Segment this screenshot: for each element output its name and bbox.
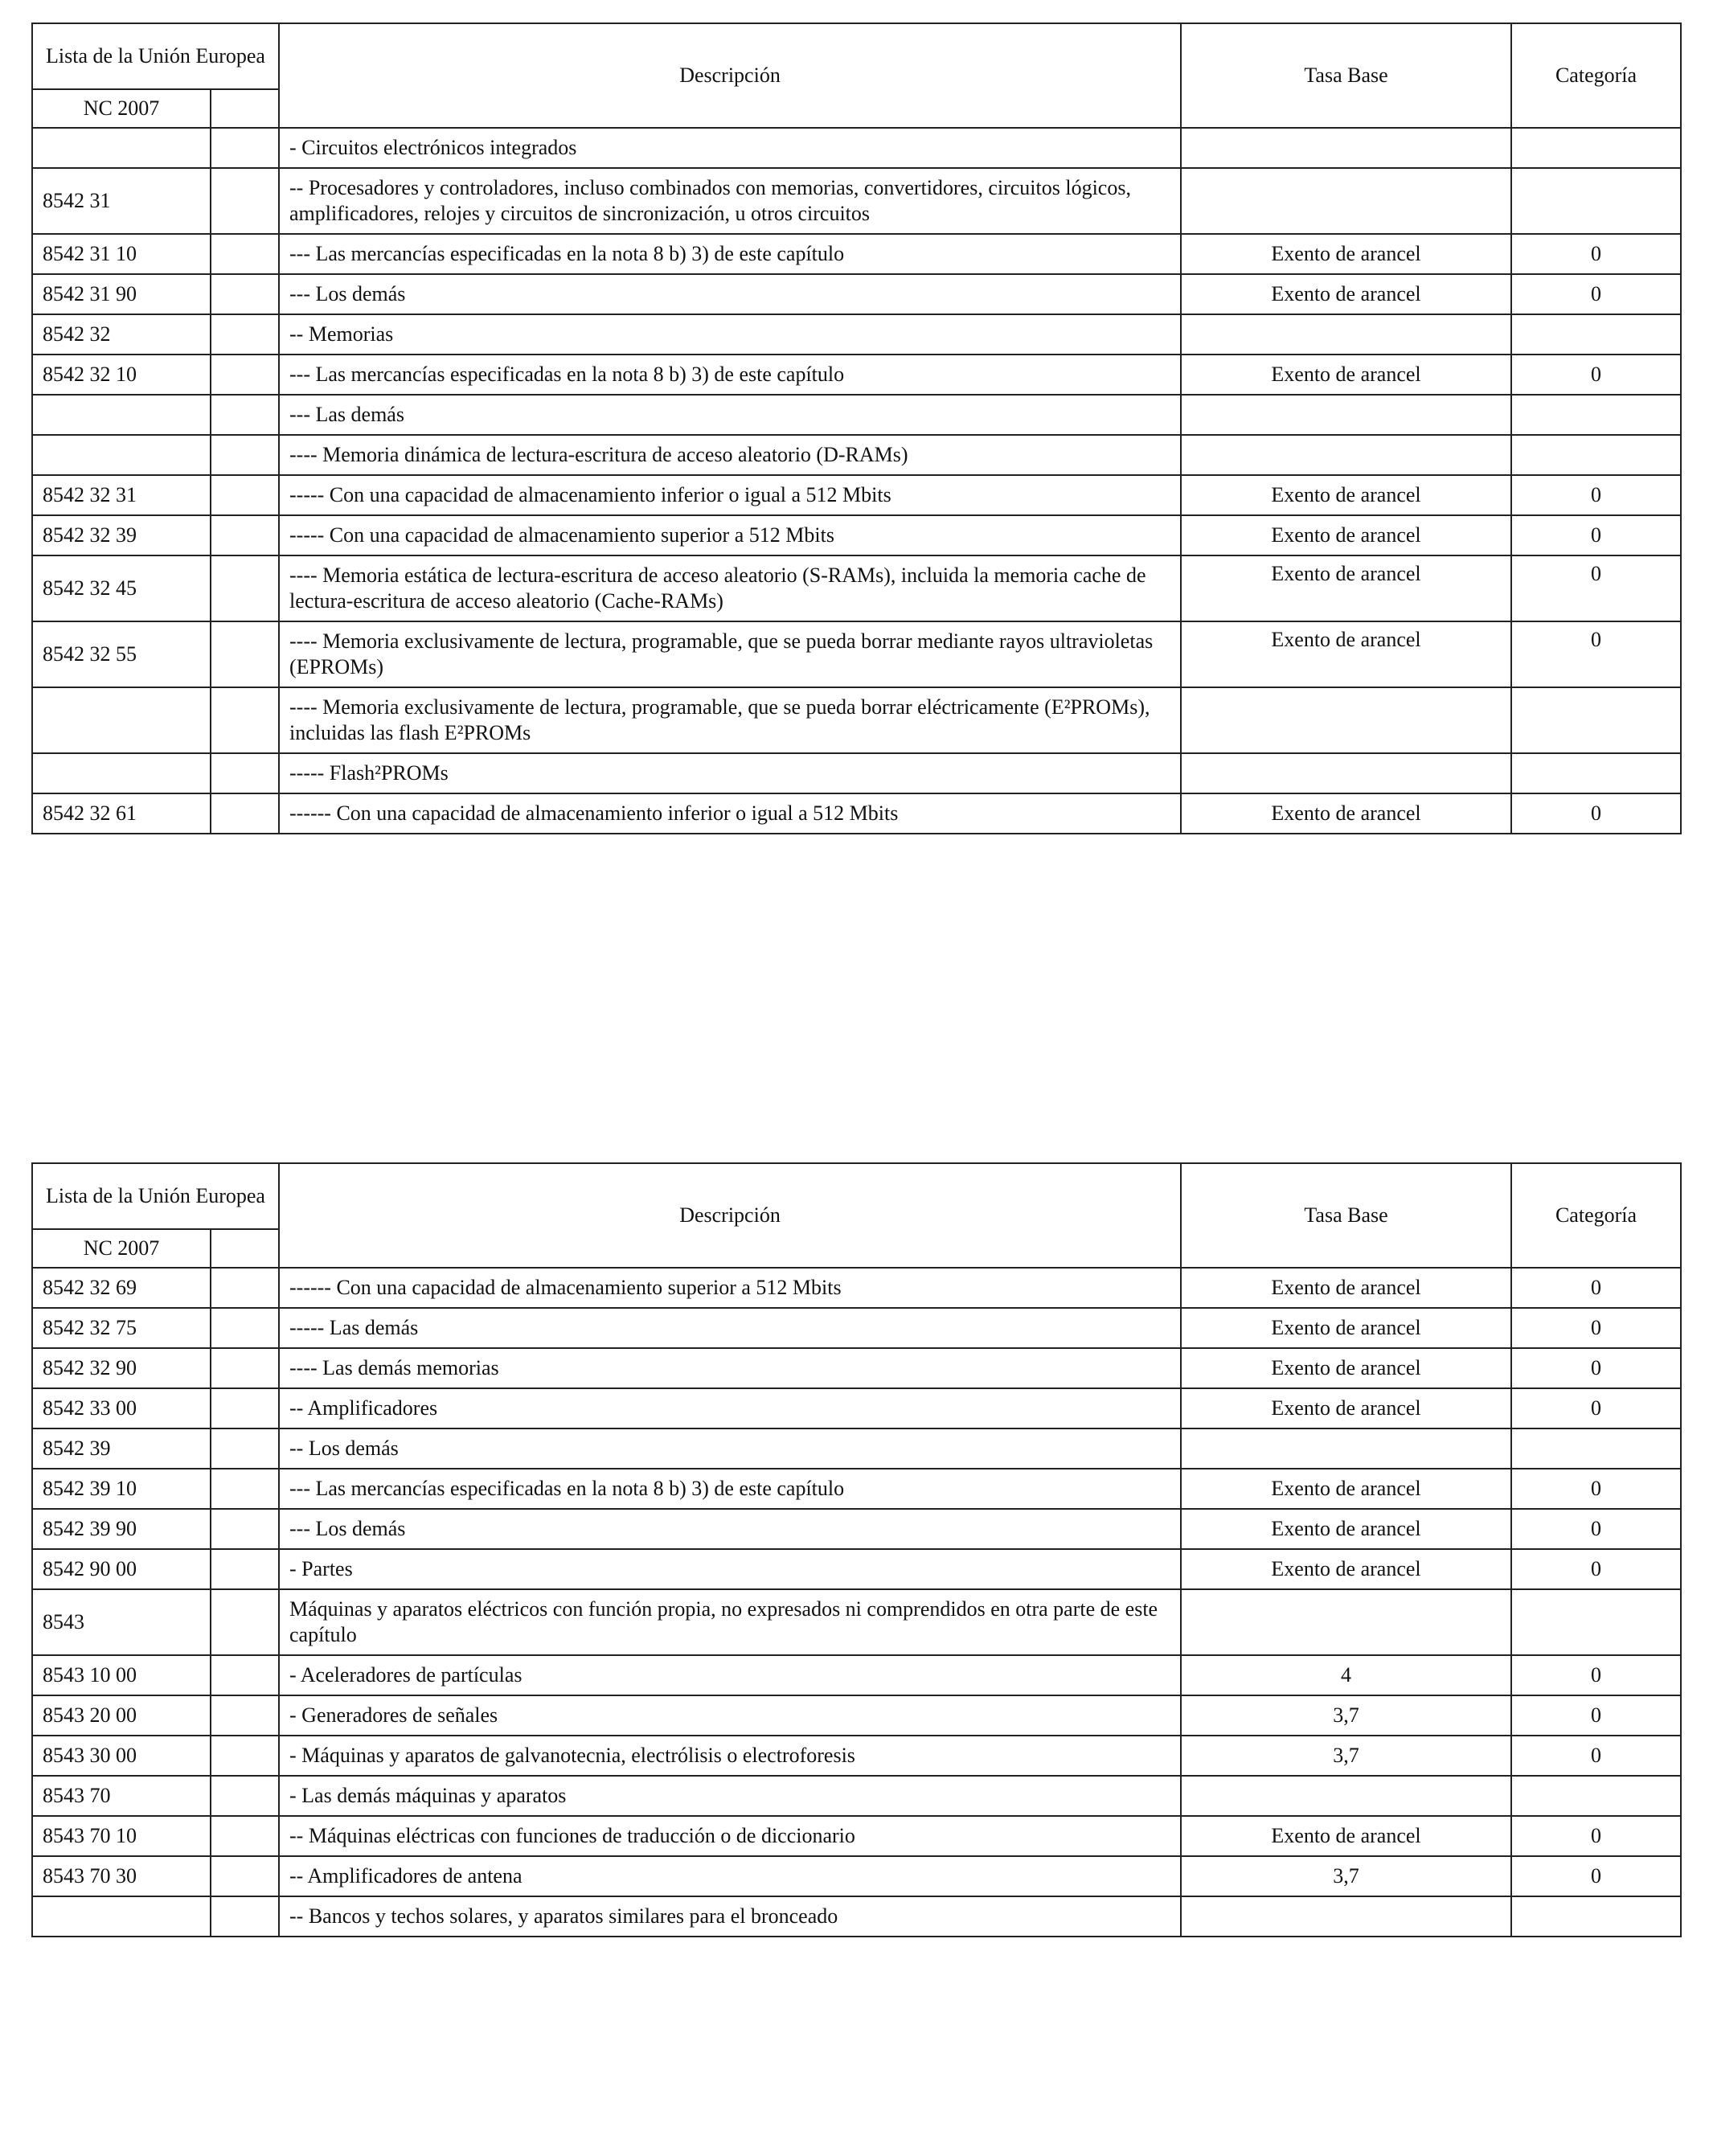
base-rate-cell: Exento de arancel — [1181, 1509, 1511, 1549]
description-cell: ----- Con una capacidad de almacenamiento superior a 512 Mbits — [279, 515, 1181, 555]
base-rate-cell: Exento de arancel — [1181, 515, 1511, 555]
spacer-cell — [211, 128, 279, 168]
base-rate-cell: Exento de arancel — [1181, 1816, 1511, 1856]
spacer-cell — [211, 1268, 279, 1308]
code-cell: 8542 90 00 — [32, 1549, 211, 1589]
table-row — [32, 128, 1681, 168]
description-cell: - Aceleradores de partículas — [279, 1655, 1181, 1695]
code-cell: 8542 39 10 — [32, 1469, 211, 1509]
spacer-cell — [211, 1655, 279, 1695]
code-cell: 8542 32 45 — [32, 555, 211, 621]
spacer-cell — [211, 475, 279, 515]
spacer-cell — [211, 1776, 279, 1816]
category-cell: 0 — [1511, 793, 1681, 834]
category-cell: 0 — [1511, 234, 1681, 274]
code-cell: 8542 32 55 — [32, 621, 211, 687]
table-row — [32, 555, 1681, 621]
table-row — [32, 1776, 1681, 1816]
description-cell: ------ Con una capacidad de almacenamiento inferior o igual a 512 Mbits — [279, 793, 1181, 834]
base-rate-cell: Exento de arancel — [1181, 793, 1511, 834]
spacer-cell — [211, 1549, 279, 1589]
table-row — [32, 314, 1681, 355]
spacer-cell — [211, 555, 279, 621]
spacer-cell — [211, 234, 279, 274]
table-row — [32, 1388, 1681, 1428]
spacer-cell — [211, 168, 279, 234]
spacer-cell — [211, 1589, 279, 1655]
base-rate-cell — [1181, 1428, 1511, 1469]
spacer-cell — [211, 314, 279, 355]
spacer-cell — [211, 1348, 279, 1388]
category-cell — [1511, 1776, 1681, 1816]
base-rate-cell: Exento de arancel — [1181, 1549, 1511, 1589]
category-cell: 0 — [1511, 1469, 1681, 1509]
table-row — [32, 435, 1681, 475]
spacer-cell — [211, 1469, 279, 1509]
code-cell: 8543 20 00 — [32, 1695, 211, 1736]
spacer-cell — [211, 753, 279, 793]
table-row — [32, 1856, 1681, 1896]
spacer-cell — [211, 435, 279, 475]
category-cell: 0 — [1511, 1388, 1681, 1428]
category-cell — [1511, 753, 1681, 793]
table-row — [32, 793, 1681, 834]
category-cell: 0 — [1511, 1509, 1681, 1549]
base-rate-cell — [1181, 687, 1511, 753]
base-rate-cell: Exento de arancel — [1181, 1268, 1511, 1308]
base-rate-cell — [1181, 1589, 1511, 1655]
category-cell — [1511, 314, 1681, 355]
base-rate-cell: Exento de arancel — [1181, 555, 1511, 621]
description-cell: ------ Con una capacidad de almacenamiento superior a 512 Mbits — [279, 1268, 1181, 1308]
table-row — [32, 475, 1681, 515]
table-row — [32, 1736, 1681, 1776]
table-body — [32, 1268, 1681, 1937]
code-cell: 8542 33 00 — [32, 1388, 211, 1428]
base-rate-header: Tasa Base — [1181, 23, 1511, 128]
description-cell: --- Los demás — [279, 274, 1181, 314]
table-row — [32, 1469, 1681, 1509]
description-cell: ---- Las demás memorias — [279, 1348, 1181, 1388]
base-rate-cell — [1181, 314, 1511, 355]
spacer-cell — [211, 395, 279, 435]
base-rate-cell: Exento de arancel — [1181, 1388, 1511, 1428]
nc-header: NC 2007 — [32, 1229, 211, 1268]
base-rate-cell — [1181, 168, 1511, 234]
code-cell: 8543 30 00 — [32, 1736, 211, 1776]
code-cell: 8542 32 — [32, 314, 211, 355]
category-cell — [1511, 1428, 1681, 1469]
category-header: Categoría — [1511, 1163, 1681, 1268]
code-cell: 8542 32 90 — [32, 1348, 211, 1388]
code-cell: 8542 32 39 — [32, 515, 211, 555]
description-cell: -- Los demás — [279, 1428, 1181, 1469]
code-cell: 8542 32 10 — [32, 355, 211, 395]
spacer-cell — [211, 1388, 279, 1428]
base-rate-cell: Exento de arancel — [1181, 1348, 1511, 1388]
table-row — [32, 1348, 1681, 1388]
category-cell — [1511, 128, 1681, 168]
spacer-cell — [211, 1816, 279, 1856]
base-rate-cell — [1181, 1896, 1511, 1937]
code-cell: 8542 32 31 — [32, 475, 211, 515]
description-cell: Máquinas y aparatos eléctricos con función propia, no expresados ni comprendidos en otra parte de este capítulo — [279, 1589, 1181, 1655]
spacer-cell — [211, 687, 279, 753]
code-cell: 8543 — [32, 1589, 211, 1655]
base-rate-cell — [1181, 435, 1511, 475]
description-cell: --- Las mercancías especificadas en la nota 8 b) 3) de este capítulo — [279, 234, 1181, 274]
description-cell: -- Procesadores y controladores, incluso combinados con memorias, convertidores, circuitos lógicos, amplificadores, relojes y circuitos de sincronización, u otros circuitos — [279, 168, 1181, 234]
table-body — [32, 128, 1681, 834]
description-cell: -- Memorias — [279, 314, 1181, 355]
blank-header-cell — [211, 1229, 279, 1268]
table-row — [32, 515, 1681, 555]
category-cell: 0 — [1511, 355, 1681, 395]
description-cell: ---- Memoria exclusivamente de lectura, programable, que se pueda borrar mediante rayos ultravioletas (EPROMs) — [279, 621, 1181, 687]
description-cell: ----- Con una capacidad de almacenamiento inferior o igual a 512 Mbits — [279, 475, 1181, 515]
base-rate-cell: Exento de arancel — [1181, 621, 1511, 687]
description-cell: - Generadores de señales — [279, 1695, 1181, 1736]
category-cell: 0 — [1511, 1695, 1681, 1736]
base-rate-cell: 3,7 — [1181, 1736, 1511, 1776]
category-cell: 0 — [1511, 1268, 1681, 1308]
table-row — [32, 168, 1681, 234]
category-cell: 0 — [1511, 1736, 1681, 1776]
category-cell: 0 — [1511, 475, 1681, 515]
table-row — [32, 1896, 1681, 1937]
table-row — [32, 1308, 1681, 1348]
code-cell: 8542 31 10 — [32, 234, 211, 274]
code-cell: 8542 32 69 — [32, 1268, 211, 1308]
code-cell: 8542 31 — [32, 168, 211, 234]
spacer-cell — [211, 1428, 279, 1469]
table-row — [32, 621, 1681, 687]
category-cell: 0 — [1511, 1856, 1681, 1896]
spacer-cell — [211, 1509, 279, 1549]
category-cell: 0 — [1511, 1816, 1681, 1856]
code-cell: 8542 39 90 — [32, 1509, 211, 1549]
category-cell — [1511, 168, 1681, 234]
description-cell: -- Máquinas eléctricas con funciones de traducción o de diccionario — [279, 1816, 1181, 1856]
spacer-cell — [211, 621, 279, 687]
category-cell: 0 — [1511, 1655, 1681, 1695]
description-cell: ---- Memoria exclusivamente de lectura, programable, que se pueda borrar eléctricamente (E²PROMs), incluidas las flash E²PROMs — [279, 687, 1181, 753]
code-cell — [32, 687, 211, 753]
table-row — [32, 1268, 1681, 1308]
code-cell: 8542 39 — [32, 1428, 211, 1469]
base-rate-cell: Exento de arancel — [1181, 234, 1511, 274]
base-rate-cell: Exento de arancel — [1181, 1469, 1511, 1509]
table-row — [32, 1549, 1681, 1589]
table-header — [32, 1163, 1681, 1268]
list-header: Lista de la Unión Europea — [32, 23, 279, 89]
description-cell: -- Bancos y techos solares, y aparatos similares para el bronceado — [279, 1896, 1181, 1937]
spacer-cell — [211, 1695, 279, 1736]
description-cell: --- Las mercancías especificadas en la nota 8 b) 3) de este capítulo — [279, 355, 1181, 395]
category-cell — [1511, 395, 1681, 435]
description-cell: --- Las demás — [279, 395, 1181, 435]
spacer-cell — [211, 355, 279, 395]
table-row — [32, 1655, 1681, 1695]
spacer-cell — [211, 1856, 279, 1896]
code-cell: 8543 70 30 — [32, 1856, 211, 1896]
description-header: Descripción — [279, 23, 1181, 128]
code-cell: 8542 31 90 — [32, 274, 211, 314]
code-cell — [32, 1896, 211, 1937]
description-cell: - Máquinas y aparatos de galvanotecnia, electrólisis o electroforesis — [279, 1736, 1181, 1776]
table-row — [32, 687, 1681, 753]
table-row — [32, 274, 1681, 314]
description-cell: ----- Flash²PROMs — [279, 753, 1181, 793]
table-row — [32, 753, 1681, 793]
description-cell: --- Los demás — [279, 1509, 1181, 1549]
tariff-table-1 — [31, 23, 1682, 834]
code-cell — [32, 128, 211, 168]
description-cell: ----- Las demás — [279, 1308, 1181, 1348]
category-cell: 0 — [1511, 621, 1681, 687]
base-rate-cell — [1181, 128, 1511, 168]
code-cell: 8543 70 10 — [32, 1816, 211, 1856]
code-cell — [32, 395, 211, 435]
category-cell — [1511, 1589, 1681, 1655]
category-cell: 0 — [1511, 1348, 1681, 1388]
description-cell: - Circuitos electrónicos integrados — [279, 128, 1181, 168]
table-row — [32, 1816, 1681, 1856]
table-row — [32, 1589, 1681, 1655]
description-cell: --- Las mercancías especificadas en la nota 8 b) 3) de este capítulo — [279, 1469, 1181, 1509]
base-rate-cell — [1181, 753, 1511, 793]
base-rate-cell: Exento de arancel — [1181, 1308, 1511, 1348]
description-cell: ---- Memoria dinámica de lectura-escritura de acceso aleatorio (D-RAMs) — [279, 435, 1181, 475]
description-cell: - Partes — [279, 1549, 1181, 1589]
category-cell — [1511, 435, 1681, 475]
spacer-cell — [211, 515, 279, 555]
blank-header-cell — [211, 89, 279, 128]
spacer-cell — [211, 1896, 279, 1937]
base-rate-cell: 4 — [1181, 1655, 1511, 1695]
base-rate-cell: Exento de arancel — [1181, 355, 1511, 395]
table-row — [32, 395, 1681, 435]
base-rate-cell — [1181, 1776, 1511, 1816]
base-rate-header: Tasa Base — [1181, 1163, 1511, 1268]
spacer-cell — [211, 1736, 279, 1776]
description-cell: -- Amplificadores — [279, 1388, 1181, 1428]
description-cell: - Las demás máquinas y aparatos — [279, 1776, 1181, 1816]
code-cell: 8543 70 — [32, 1776, 211, 1816]
category-cell: 0 — [1511, 555, 1681, 621]
category-cell: 0 — [1511, 1308, 1681, 1348]
spacer-cell — [211, 793, 279, 834]
table-row — [32, 234, 1681, 274]
category-header: Categoría — [1511, 23, 1681, 128]
table-row — [32, 1509, 1681, 1549]
base-rate-cell: Exento de arancel — [1181, 274, 1511, 314]
base-rate-cell — [1181, 395, 1511, 435]
code-cell — [32, 435, 211, 475]
category-cell — [1511, 1896, 1681, 1937]
category-cell: 0 — [1511, 515, 1681, 555]
tariff-table-2 — [31, 1162, 1682, 1937]
table-row — [32, 1695, 1681, 1736]
code-cell — [32, 753, 211, 793]
code-cell: 8542 32 75 — [32, 1308, 211, 1348]
table-row — [32, 1428, 1681, 1469]
spacer-cell — [211, 1308, 279, 1348]
description-header: Descripción — [279, 1163, 1181, 1268]
code-cell: 8543 10 00 — [32, 1655, 211, 1695]
base-rate-cell: Exento de arancel — [1181, 475, 1511, 515]
spacer-cell — [211, 274, 279, 314]
category-cell: 0 — [1511, 1549, 1681, 1589]
code-cell: 8542 32 61 — [32, 793, 211, 834]
table-row — [32, 355, 1681, 395]
base-rate-cell: 3,7 — [1181, 1695, 1511, 1736]
category-cell — [1511, 687, 1681, 753]
nc-header: NC 2007 — [32, 89, 211, 128]
list-header: Lista de la Unión Europea — [32, 1163, 279, 1229]
category-cell: 0 — [1511, 274, 1681, 314]
description-cell: ---- Memoria estática de lectura-escritura de acceso aleatorio (S-RAMs), incluida la memoria cache de lectura-escritura de acceso aleatorio (Cache-RAMs) — [279, 555, 1181, 621]
base-rate-cell: 3,7 — [1181, 1856, 1511, 1896]
table-header — [32, 23, 1681, 128]
description-cell: -- Amplificadores de antena — [279, 1856, 1181, 1896]
